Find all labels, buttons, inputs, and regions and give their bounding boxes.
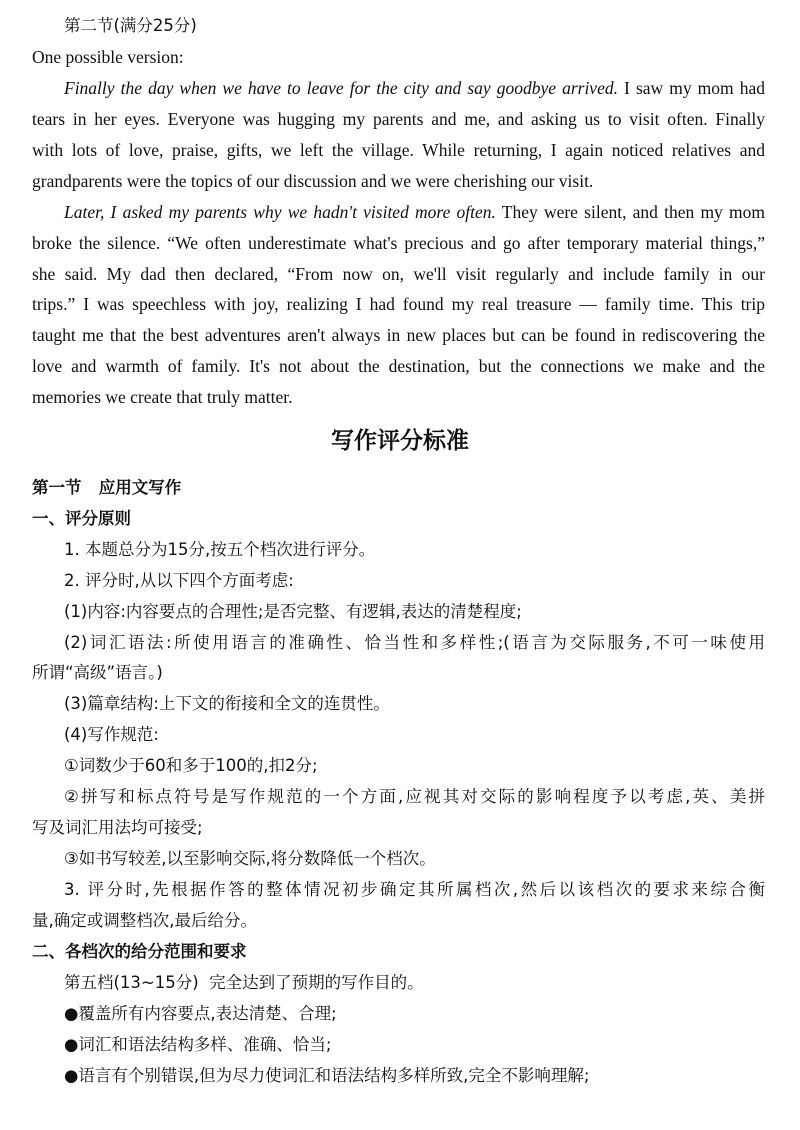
rule-2-language-line-1: (2)词汇语法:所使用语言的准确性、恰当性和多样性;(语言为交际服务,不可一味使用 [64,633,765,652]
grade-five-bullet-2: ●词汇和语法结构多样、准确、恰当; [64,1035,332,1054]
grade-five-title: 第五档(13~15分) 完全达到了预期的写作目的。 [64,973,424,992]
rubric-title: 写作评分标准 [331,428,469,454]
rule-2: 2. 评分时,从以下四个方面考虑: [64,571,294,590]
section-one-title: 第一节 应用文写作 [32,478,182,497]
convention-spelling-line-2: 写及词汇用法均可接受; [32,818,203,837]
rule-2-conventions: (4)写作规范: [64,725,159,744]
convention-spelling-line-1: ②拼写和标点符号是写作规范的一个方面,应视其对交际的影响程度予以考虑,英、美拼 [64,787,765,806]
convention-handwriting: ③如书写较差,以至影响交际,将分数降低一个档次。 [64,849,436,868]
section-two-header: 第二节(满分25分) [64,16,197,35]
essay-text: I saw my mom had [617,78,765,98]
essay-text: They were silent, and then my mom [495,202,765,222]
essay-paragraph-2-line-2: broke the silence. “We often underestimate what's precious and go after temporary material things,” [32,233,765,253]
essay-paragraph-2-line-7: memories we create that truly matter. [32,387,293,407]
grade-five-bullet-1: ●覆盖所有内容要点,表达清楚、合理; [64,1004,337,1023]
part-two-title: 二、各档次的给分范围和要求 [32,942,247,961]
essay-paragraph-2-line-4: trips.” I was speechless with joy, realizing I had found my real treasure — family time. This trip [32,294,765,314]
essay-paragraph-1-line-4: grandparents were the topics of our discussion and we were cherishing our visit. [32,171,594,191]
essay-paragraph-2-line-5: taught me that the best adventures aren't always in new places but can be found in rediscovering the [32,325,765,345]
essay-paragraph-1-line-3: with lots of love, praise, gifts, we left the village. While returning, I again noticed relatives and [32,140,765,160]
rule-3-line-1: 3. 评分时,先根据作答的整体情况初步确定其所属档次,然后以该档次的要求来综合衡 [64,880,765,899]
rule-1: 1. 本题总分为15分,按五个档次进行评分。 [64,540,376,559]
rule-2-structure: (3)篇章结构:上下文的衔接和全文的连贯性。 [64,694,390,713]
grade-five-bullet-3: ●语言有个别错误,但为尽力使词汇和语法结构多样所致,完全不影响理解; [64,1066,590,1085]
rule-3-line-2: 量,确定或调整档次,最后给分。 [32,911,257,930]
rule-2-language-line-2: 所谓“高级”语言。) [32,663,163,682]
possible-version-label: One possible version: [32,47,184,67]
essay-paragraph-1-line-1 [64,77,765,99]
essay-paragraph-2-line-1 [64,201,765,223]
part-one-title: 一、评分原则 [32,509,131,528]
given-opening-sentence-1: Finally the day when we have to leave for the city and say goodbye arrived. [64,78,618,98]
essay-paragraph-2-line-6: love and warmth of family. It's not about the destination, but the connections we make and the [32,356,765,376]
essay-paragraph-1-line-2: tears in her eyes. Everyone was hugging my parents and me, and asking us to visit often. Finally [32,109,765,129]
rule-2-content: (1)内容:内容要点的合理性;是否完整、有逻辑,表达的清楚程度; [64,602,522,621]
convention-word-count: ①词数少于60和多于100的,扣2分; [64,756,318,775]
given-opening-sentence-2: Later, I asked my parents why we hadn't visited more often. [64,202,496,222]
essay-paragraph-2-line-3: she said. My dad then declared, “From now on, we'll visit regularly and include family in our [32,264,765,284]
